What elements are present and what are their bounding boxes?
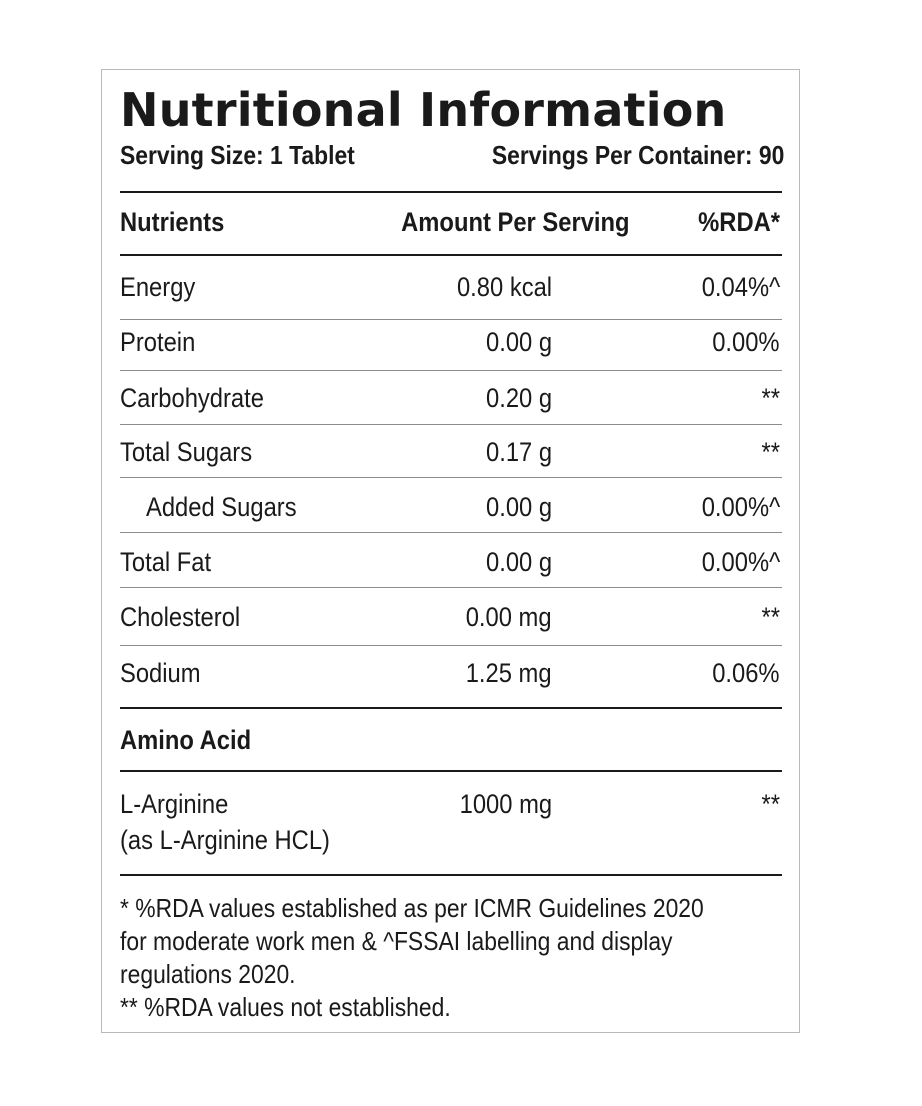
- row-divider: [120, 370, 782, 371]
- footnote-line: ** %RDA values not established.: [120, 992, 451, 1022]
- nutrient-amount: 0.00 g: [485, 327, 552, 357]
- row-divider: [120, 587, 782, 588]
- footnote-line: regulations 2020.: [120, 959, 296, 989]
- nutrient-rda: **: [761, 383, 780, 413]
- section-divider: [120, 707, 782, 709]
- nutrient-amount: 0.80 kcal: [456, 272, 552, 302]
- nutrient-name-line2: (as L-Arginine HCL): [120, 825, 330, 855]
- serving-size: Serving Size: 1 Tablet: [120, 140, 355, 170]
- header-rda: %RDA*: [698, 207, 780, 237]
- footnotes: [120, 892, 789, 1024]
- nutrient-name: Protein: [120, 327, 196, 357]
- nutrient-amount: 1000 mg: [459, 789, 552, 819]
- nutrient-rda: 0.06%: [712, 658, 780, 688]
- header-nutrients: Nutrients: [120, 207, 225, 237]
- title-divider: [120, 191, 782, 193]
- nutrient-rda: **: [761, 789, 780, 819]
- row-divider: [120, 532, 782, 533]
- row-divider: [120, 424, 782, 425]
- amino-acid-heading: Amino Acid: [120, 725, 252, 755]
- nutrient-name: Added Sugars: [146, 492, 297, 522]
- footnote-line: * %RDA values established as per ICMR Guidelines 2020: [120, 893, 704, 923]
- nutrient-amount: 0.00 mg: [466, 602, 552, 632]
- nutrient-rda: 0.00%^: [701, 492, 780, 522]
- row-divider: [120, 319, 782, 320]
- section-divider: [120, 770, 782, 772]
- nutrient-amount: 0.00 g: [485, 492, 552, 522]
- header-amount: Amount Per Serving: [401, 207, 630, 237]
- nutrient-amount: 0.00 g: [485, 547, 552, 577]
- nutrient-rda: **: [761, 437, 780, 467]
- nutrient-name: Sodium: [120, 658, 201, 688]
- nutrition-label-panel: [101, 69, 800, 1033]
- label-title: Nutritional Information: [120, 83, 727, 137]
- nutrient-name: [120, 786, 330, 858]
- nutrient-name: Cholesterol: [120, 602, 241, 632]
- nutrient-name: Energy: [120, 272, 196, 302]
- nutrient-amount: 1.25 mg: [466, 658, 552, 688]
- servings-per-container: Servings Per Container: 90: [491, 140, 784, 170]
- nutrient-name: Total Fat: [120, 547, 212, 577]
- header-divider: [120, 254, 782, 256]
- nutrient-name-line1: L-Arginine: [120, 789, 229, 819]
- nutrient-rda: 0.00%: [712, 327, 780, 357]
- nutrient-amount: 0.20 g: [485, 383, 552, 413]
- nutrient-rda: **: [761, 602, 780, 632]
- footnote-divider: [120, 874, 782, 876]
- row-divider: [120, 645, 782, 646]
- footnote-line: for moderate work men & ^FSSAI labelling and display: [120, 926, 673, 956]
- serving-info: [120, 138, 784, 172]
- nutrient-name: Total Sugars: [120, 437, 253, 467]
- nutrient-rda: 0.04%^: [701, 272, 780, 302]
- row-divider: [120, 477, 782, 478]
- nutrient-rda: 0.00%^: [701, 547, 780, 577]
- nutrient-name: Carbohydrate: [120, 383, 264, 413]
- nutrient-amount: 0.17 g: [485, 437, 552, 467]
